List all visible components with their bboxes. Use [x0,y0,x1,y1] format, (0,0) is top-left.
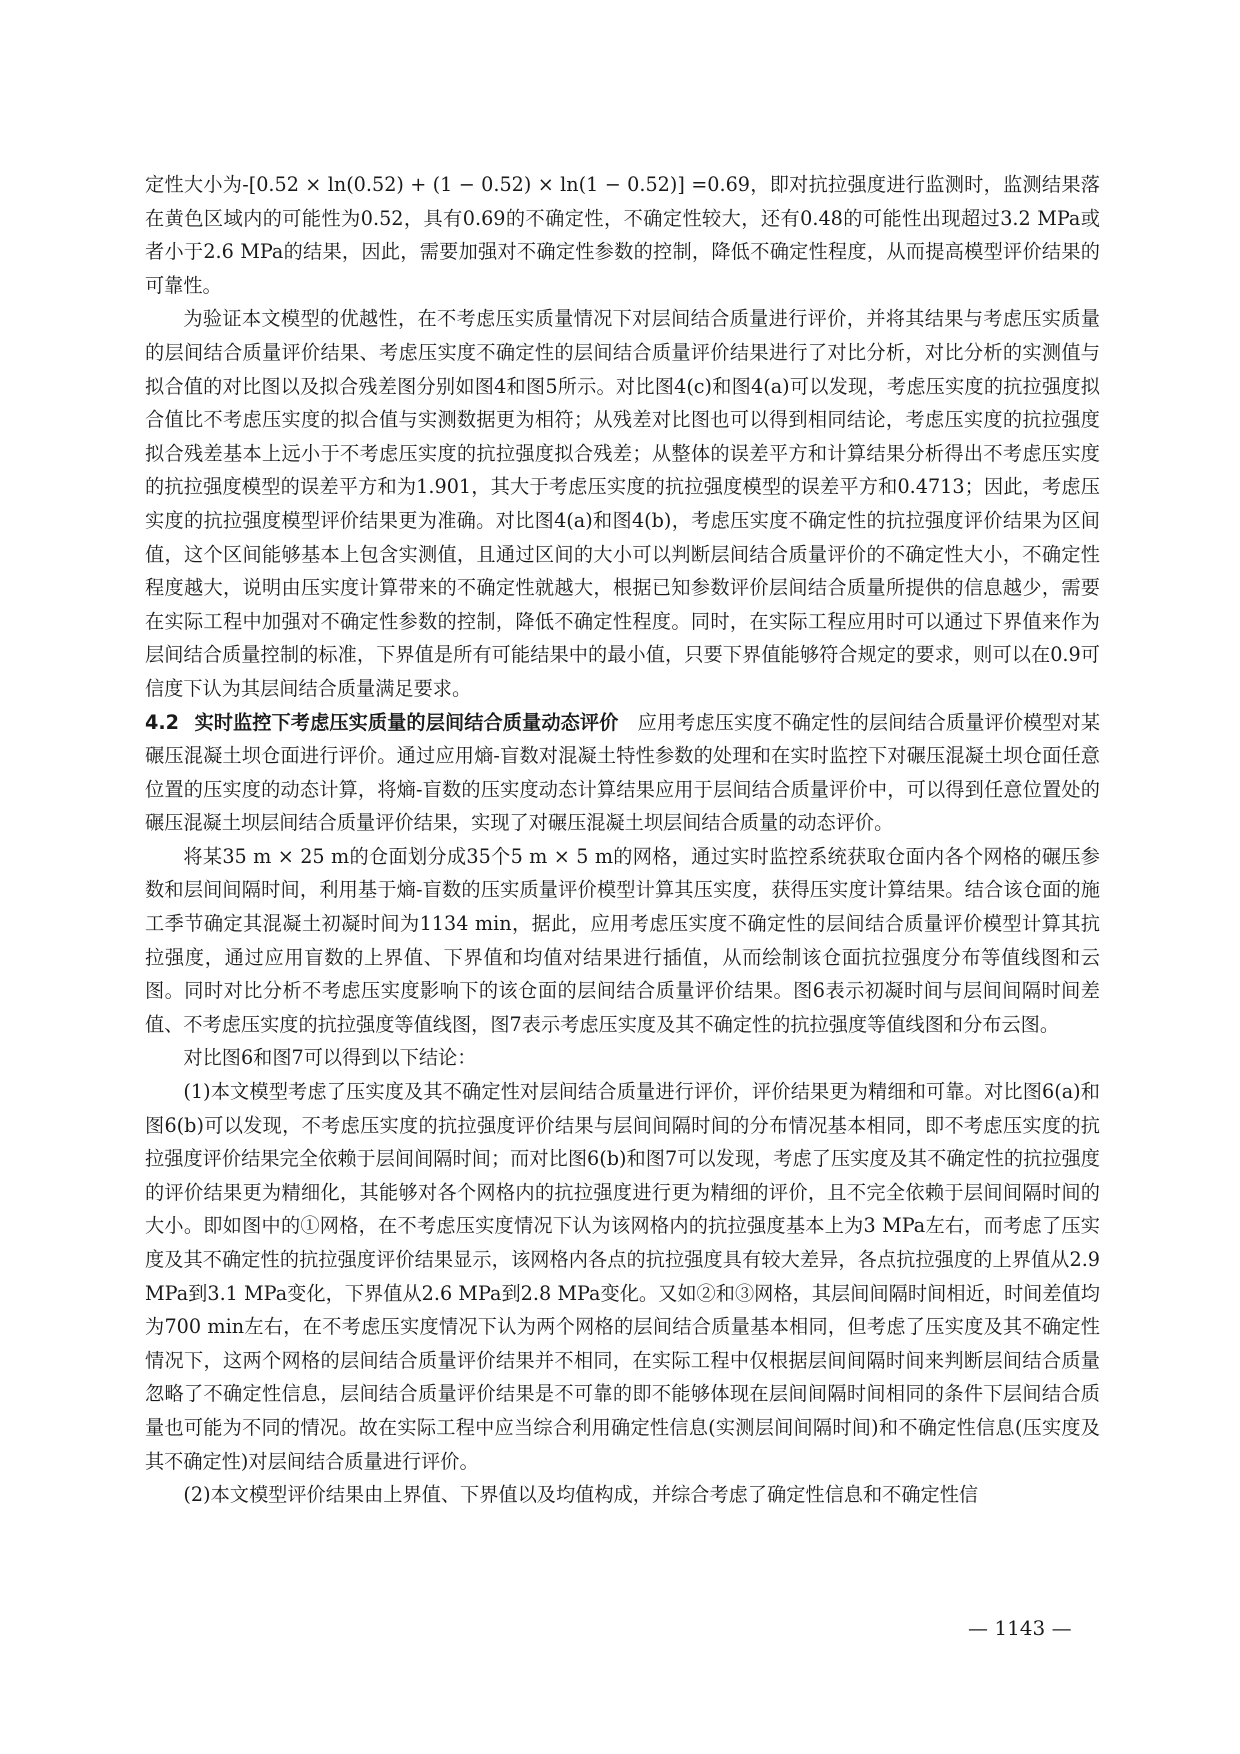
paragraph-model-comparison: 为验证本文模型的优越性，在不考虑压实质量情况下对层间结合质量进行评价，并将其结果与考虑压实质量的层间结合质量评价结果、考虑压实度不确定性的层间结合质量评价结果进行了对比分析，对比分析的实测值与拟合值的对比图以及拟合残差图分别如图4和图5所示。对比图4(c)和图4(a)可以发现，考虑压实度的抗拉强度拟合值比不考虑压实度的拟合值与实测数据更为相符；从残差对比图也可以得到相同结论，考虑压实度的抗拉强度拟合残差基本上远小于不考虑压实度的抗拉强度拟合残差；从整体的误差平方和计算结果分析得出不考虑压实度的抗拉强度模型的误差平方和为1.901，其大于考虑压实度的抗拉强度模型的误差平方和0.4713；因此，考虑压实度的抗拉强度模型评价结果更为准确。对比图4(a)和图4(b)，考虑压实度不确定性的抗拉强度评价结果为区间值，这个区间能够基本上包含实测值，且通过区间的大小可以判断层间结合质量评价的不确定性大小，不确定性程度越大，说明由压实度计算带来的不确定性就越大，根据已知参数评价层间结合质量所提供的信息越少，需要在实际工程中加强对不确定性参数的控制，降低不确定性程度。同时，在实际工程应用时可以通过下界值来作为层间结合质量控制的标准，下界值是所有可能结果中的最小值，只要下界值能够符合规定的要求，则可以在0.9可信度下认为其层间结合质量满足要求。 [145,307,1100,700]
paragraph-conclusion-2: (2)本文模型评价结果由上界值、下界值以及均值构成，并综合考虑了确定性信息和不确定性信 [183,1483,979,1507]
section-intro-text: 应用考虑压实度不确定性的层间结合质量评价模型对某碾压混凝土坝仓面进行评价。通过应用熵-盲数对混凝土特性参数的处理和在实时监控下对碾压混凝土坝仓面任意位置的压实度的动态计算，将熵-盲数的压实度动态计算结果应用于层间结合质量评价中，可以得到任意位置处的碾压混凝土坝层间结合质量评价结果，实现了对碾压混凝土坝层间结合质量的动态评价。 [145,710,1101,835]
section-4-2 [145,706,1100,840]
section-heading [145,711,618,734]
paragraph-conclusion-1: (1)本文模型考虑了压实度及其不确定性对层间结合质量进行评价，评价结果更为精细和可靠。对比图6(a)和图6(b)可以发现，不考虑压实度的抗拉强度评价结果与层间间隔时间的分布情况基本相同，即不考虑压实度的抗拉强度评价结果完全依赖于层间间隔时间；而对比图6(b)和图7可以发现，考虑了压实度及其不确定性的抗拉强度的评价结果更为精细化，其能够对各个网格内的抗拉强度进行更为精细的评价，且不完全依赖于层间间隔时间的大小。即如图中的①网格，在不考虑压实度情况下认为该网格内的抗拉强度基本上为3 MPa左右，而考虑了压实度及其不确定性的抗拉强度评价结果显示，该网格内各点的抗拉强度具有较大差异，各点抗拉强度的上界值从2.9 MPa到3.1 MPa变化，下界值从2.6 MPa到2.8 MPa变化。又如②和③网格，其层间间隔时间相近，时间差值均为700 min左右，在不考虑压实度情况下认为两个网格的层间结合质量基本相同，但考虑了压实度及其不确定性情况下，这两个网格的层间结合质量评价结果并不相同，在实际工程中仅根据层间间隔时间来判断层间结合质量忽略了不确定性信息，层间结合质量评价结果是不可靠的即不能够体现在层间间隔时间相同的条件下层间结合质量也可能为不同的情况。故在实际工程中应当综合利用确定性信息(实测层间间隔时间)和不确定性信息(压实度及其不确定性)对层间结合质量进行评价。 [145,1080,1100,1473]
paragraph-grid-setup: 将某35 m × 25 m的仓面划分成35个5 m × 5 m的网格，通过实时监控系统获取仓面内各个网格的碾压参数和层间间隔时间，利用基于熵-盲数的压实质量评价模型计算其压实度，获得压实度计算结果。结合该仓面的施工季节确定其混凝土初凝时间为1134 min，据此，应用考虑压实度不确定性的层间结合质量评价模型计算其抗拉强度，通过应用盲数的上界值、下界值和均值对结果进行插值，从而绘制该仓面抗拉强度分布等值线图和云图。同时对比分析不考虑压实度影响下的该仓面的层间结合质量评价结果。图6表示初凝时间与层间间隔时间差值、不考虑压实度的抗拉强度等值线图，图7表示考虑压实度及其不确定性的抗拉强度等值线图和分布云图。 [145,844,1100,1036]
section-title: 实时监控下考虑压实质量的层间结合质量动态评价 [194,710,619,734]
paragraph-conclusion-intro: 对比图6和图7可以得到以下结论： [183,1046,477,1070]
section-number: 4.2 [145,710,179,734]
page-number: — 1143 — [968,1616,1072,1640]
article-body [145,168,1100,1512]
paragraph-uncertainty-result: 定性大小为-[0.52 × ln(0.52) + (1 − 0.52) × ln(1 − 0.52)] =0.69，即对抗拉强度进行监测时，监测结果落在黄色区域内的可能性为0.52，具有0.69的不确定性，不确定性较大，还有0.48的可能性出现超过3.2 MPa或者小于2.6 MPa的结果，因此，需要加强对不确定性参数的控制，降低不确定性程度，从而提高模型评价结果的可靠性。 [145,173,1100,297]
